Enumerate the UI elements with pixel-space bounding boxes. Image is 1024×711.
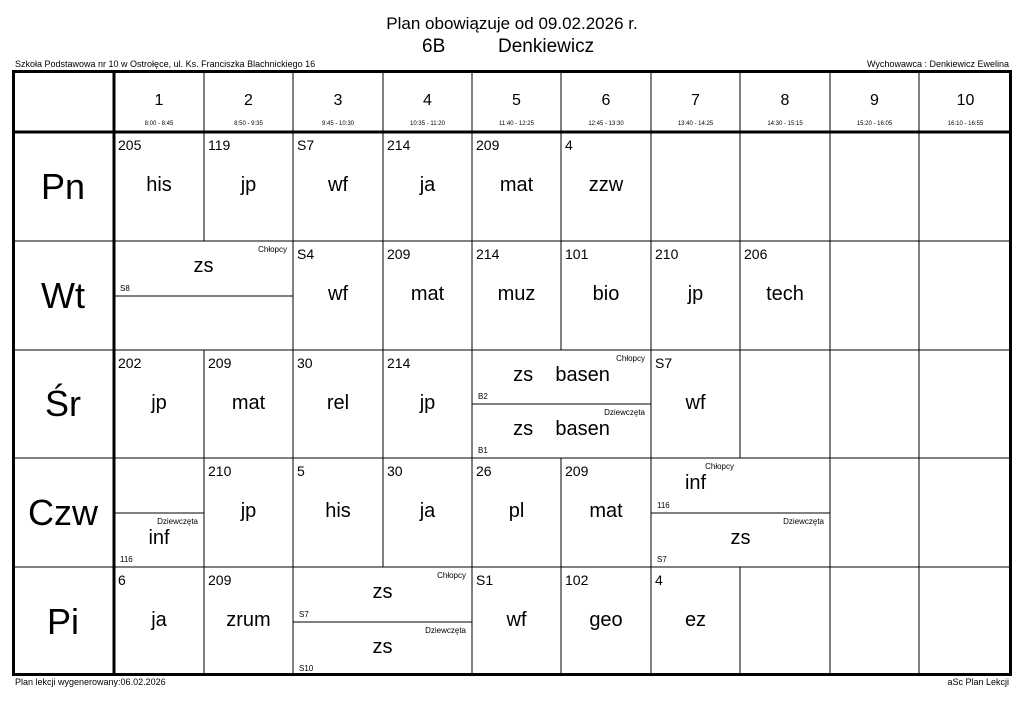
period-time: 9:45 - 10:30 — [321, 121, 355, 127]
period-time: 12:45 - 13:30 — [588, 121, 624, 127]
room-number: B1 — [478, 446, 488, 455]
room-number: 5 — [297, 463, 305, 479]
period-number: 8 — [780, 92, 790, 109]
subject-name: mat — [231, 392, 266, 414]
teacher-name: Denkiewicz — [498, 36, 595, 57]
group-label: Chłopcy — [705, 462, 734, 471]
subject-name: jp — [240, 500, 257, 522]
subject-name: zs — [730, 527, 751, 549]
room-number: 205 — [118, 137, 142, 153]
room-number: 101 — [565, 246, 589, 262]
group-label: Dziewczęta — [157, 517, 198, 526]
group-label: Dziewczęta — [425, 626, 466, 635]
subject-name: bio — [592, 283, 620, 305]
period-number: 5 — [512, 92, 521, 109]
subject-name: wf — [328, 283, 348, 305]
period-number: 2 — [244, 92, 253, 109]
room-number: 116 — [120, 555, 133, 564]
day-label: Śr — [45, 383, 81, 424]
period-time: 8:50 - 9:35 — [234, 121, 263, 127]
room-number: S10 — [299, 664, 314, 673]
subject-name: zs — [193, 255, 214, 277]
room-number: 119 — [208, 137, 231, 153]
subject-name: his — [146, 174, 172, 196]
subject-name: jp — [687, 283, 704, 305]
subject-name: zrum — [226, 609, 271, 631]
room-number: S1 — [476, 572, 494, 588]
room-number: S7 — [297, 137, 315, 153]
room-number: 26 — [476, 463, 492, 479]
page-title: Plan obowiązuje od 09.02.2026 r. — [386, 14, 638, 33]
room-number: 30 — [297, 355, 313, 371]
period-number: 3 — [333, 92, 343, 109]
subject-name: his — [325, 500, 351, 522]
room-number: 206 — [744, 246, 768, 262]
group-label: Chłopcy — [437, 571, 466, 580]
subject-name: ez — [684, 609, 707, 631]
room-number: 210 — [208, 463, 232, 479]
subject-name: jp — [419, 392, 436, 414]
day-label: Pn — [40, 165, 86, 207]
room-number: S8 — [120, 284, 130, 293]
group-label: Dziewczęta — [783, 517, 824, 526]
school-name: Szkoła Podstawowa nr 10 w Ostrołęce, ul. Ks. Franciszka Blachnickiego 16 — [15, 59, 316, 69]
subject-name: inf — [148, 527, 170, 549]
class-name: 6B — [422, 36, 446, 57]
subject-name: zs basen — [513, 418, 610, 440]
period-time: 8:00 - 8:45 — [144, 121, 174, 127]
subject-name: tech — [766, 283, 804, 305]
room-number: 209 — [387, 246, 411, 262]
room-number: 214 — [387, 137, 411, 153]
subject-name: mat — [410, 283, 445, 305]
homeroom-teacher: Wychowawca : Denkiewicz Ewelina — [867, 59, 1009, 69]
subject-name: inf — [684, 472, 707, 494]
subject-name: mat — [589, 500, 623, 522]
subject-name: ja — [151, 609, 167, 631]
room-number: S7 — [657, 555, 667, 564]
period-time: 13:40 - 14:25 — [677, 121, 714, 127]
room-number: B2 — [478, 392, 488, 401]
day-label: Pi — [46, 600, 79, 642]
subject-name: zs — [372, 636, 393, 658]
room-number: 102 — [565, 572, 589, 588]
subject-name: zzw — [588, 174, 624, 196]
room-number: 30 — [387, 463, 403, 479]
app-name: aSc Plan Lekcji — [947, 677, 1009, 687]
period-time: 16:10 - 16:55 — [947, 121, 984, 127]
room-number: S7 — [655, 355, 673, 371]
room-number: 209 — [208, 355, 232, 371]
subject-name: mat — [499, 174, 534, 196]
room-number: 209 — [565, 463, 589, 479]
subject-name: zs — [372, 581, 393, 603]
subject-name: pl — [508, 500, 525, 522]
subject-name: wf — [685, 392, 706, 414]
subject-name: rel — [326, 392, 350, 414]
room-number: 6 — [118, 572, 126, 588]
period-number: 10 — [956, 92, 975, 109]
period-time: 14:30 - 15:15 — [767, 121, 803, 127]
period-number: 1 — [154, 92, 164, 109]
room-number: 202 — [118, 355, 142, 371]
group-label: Chłopcy — [616, 354, 645, 363]
room-number: 116 — [657, 501, 670, 510]
room-number: 4 — [655, 572, 663, 588]
subject-name: wf — [328, 174, 348, 196]
room-number: 210 — [655, 246, 679, 262]
day-label: Czw — [28, 491, 98, 533]
room-number: 214 — [476, 246, 500, 262]
period-number: 6 — [601, 92, 611, 109]
subject-name: jp — [151, 392, 167, 414]
room-number: 4 — [565, 137, 573, 153]
subject-name: muz — [497, 283, 536, 305]
day-label: Wt — [41, 274, 85, 316]
subject-name: geo — [589, 609, 623, 631]
subject-name: ja — [419, 500, 436, 522]
group-label: Dziewczęta — [604, 408, 645, 417]
period-time: 10:35 - 11:20 — [410, 121, 445, 127]
subject-name: ja — [419, 174, 436, 196]
period-time: 15:20 - 16:05 — [856, 121, 893, 127]
subject-name: zs basen — [513, 364, 610, 386]
subject-name: wf — [506, 609, 527, 631]
generated-date: Plan lekcji wygenerowany:06.02.2026 — [15, 677, 166, 687]
group-label: Chłopcy — [258, 245, 287, 254]
room-number: S7 — [299, 610, 309, 619]
period-time: 11:40 - 12:25 — [499, 121, 534, 127]
room-number: 209 — [476, 137, 500, 153]
subject-name: jp — [240, 174, 257, 196]
period-number: 4 — [423, 92, 432, 109]
room-number: 209 — [208, 572, 232, 588]
room-number: 214 — [387, 355, 411, 371]
room-number: S4 — [297, 246, 315, 262]
timetable-grid — [12, 70, 1012, 676]
period-number: 9 — [870, 92, 879, 109]
period-number: 7 — [691, 92, 700, 109]
